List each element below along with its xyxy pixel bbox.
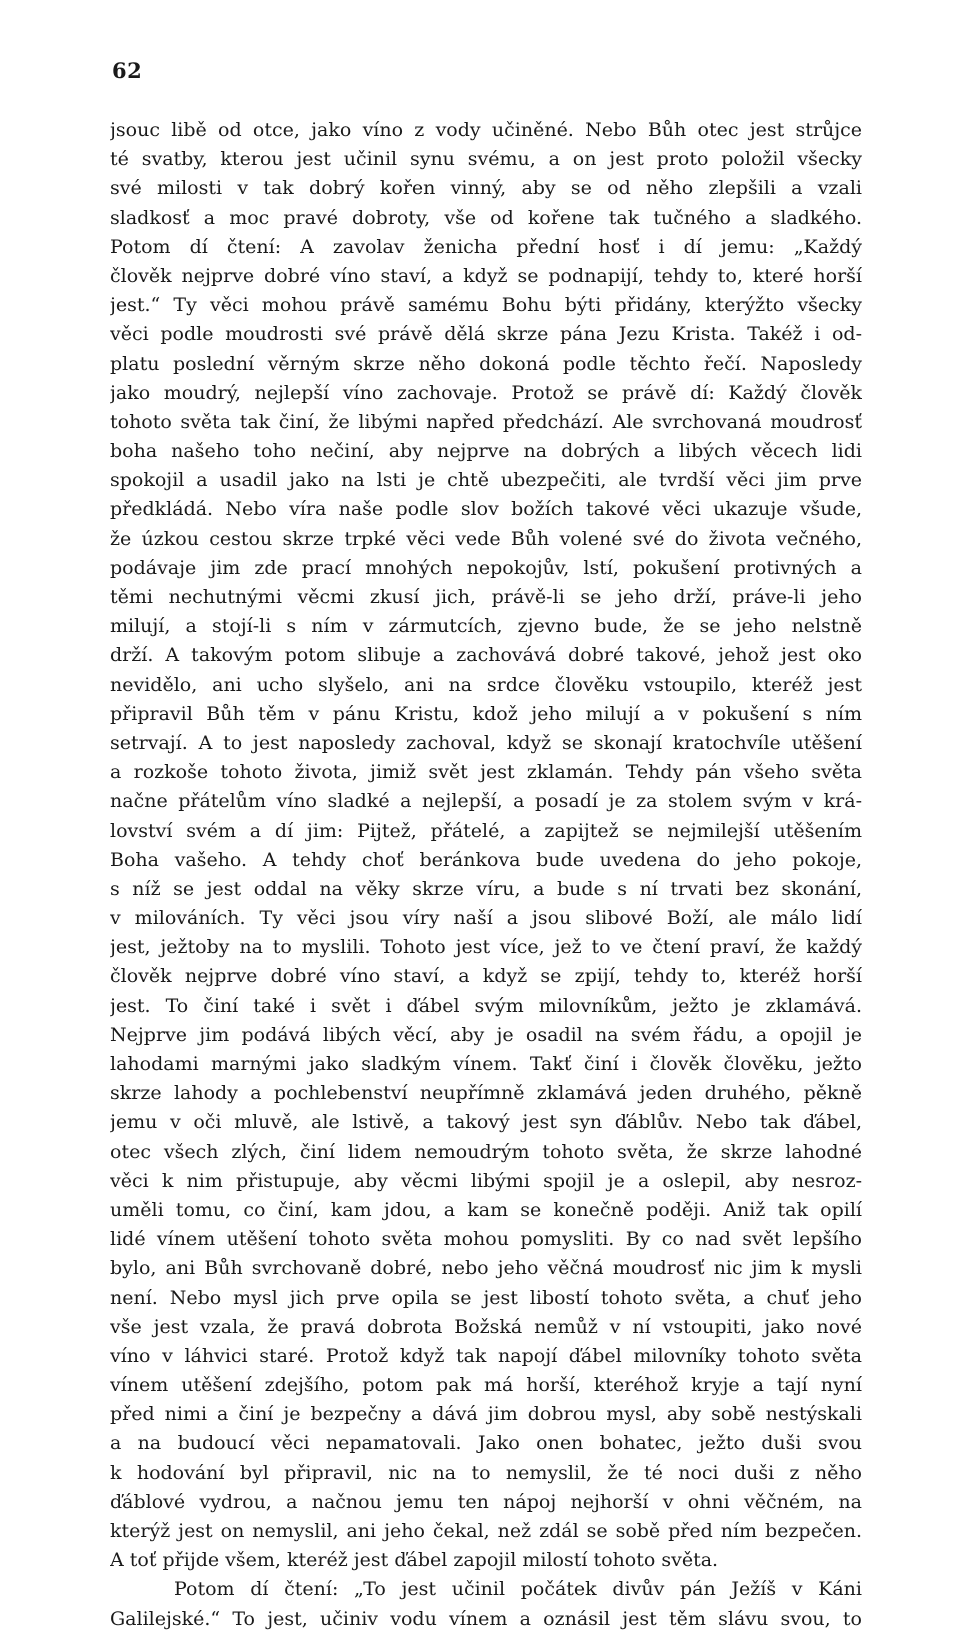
text-line: těmi nechutnými věcmi zkusí jich, právě-li se jeho drží, práve-li jeho bbox=[110, 586, 862, 608]
text-line: v milováních. Ty věci jsou víry naší a jsou slibové Boží, ale málo lidí bbox=[110, 907, 862, 930]
text-line: Potom dí čtení: „To jest učinil počátek divův pán Ježíš v Káni bbox=[174, 1578, 862, 1601]
text-line: s níž se jest oddal na věky skrze víru, a bude s ní trvati bez skonání, bbox=[110, 877, 862, 900]
text-line: lahodami marnými jako sladkým vínem. Takť činí i člověk člověku, ježto bbox=[110, 1053, 862, 1075]
text-line: uměli tomu, co činí, kam jdou, a kam se konečně poději. Aniž tak opilí bbox=[110, 1198, 862, 1221]
text-line: A toť přijde všem, kteréž jest ďábel zapojil milostí tohoto světa. bbox=[110, 1549, 719, 1572]
text-line: setrvají. A to jest naposledy zachoval, když se skonají kratochvíle utěšení bbox=[110, 731, 862, 754]
text-line: k hodování byl připravil, nic na to nemyslil, že té noci duši z něho bbox=[110, 1461, 862, 1484]
text-line: jest. To činí také i svět i ďábel svým milovníkům, ježto je zklamává. bbox=[110, 994, 862, 1017]
text-line: jsouc libě od otce, jako víno z vody učiněné. Nebo Bůh otec jest strůjce bbox=[110, 119, 862, 141]
page-number: 62 bbox=[112, 58, 143, 83]
text-line: jest, ježtoby na to myslili. Tohoto jest více, jež to ve čtení praví, že každý bbox=[110, 936, 862, 959]
text-line: jest.“ Ty věci mohou právě samému Bohu býti přidány, kterýžto všecky bbox=[110, 294, 862, 317]
text-line: načne přátelům víno sladké a nejlepší, a posadí je za stolem svým v krá- bbox=[110, 790, 862, 813]
text-line: není. Nebo mysl jich prve opila se jest libostí tohoto světa, a chuť jeho bbox=[110, 1286, 862, 1309]
text-line: své milosti v tak dobrý kořen vinný, aby se od něho zlepšili a vzali bbox=[110, 177, 862, 200]
text-line: podávaje jim zde prací mnohých nepokojův, lstí, pokušení protivných a bbox=[110, 556, 862, 579]
text-line: ďáblové vydrou, a načnou jemu ten nápoj nejhorší v ohni věčném, na bbox=[110, 1490, 862, 1513]
text-line: vše jest vzala, že pravá dobrota Božská nemůž v ní vstoupiti, jako nové bbox=[110, 1315, 862, 1338]
text-line: věci k nim přistupuje, aby věcmi libými spojil je a oslepil, aby nesroz- bbox=[110, 1169, 862, 1192]
text-line: tohoto světa tak činí, že libými napřed předchází. Ale svrchovaná moudrosť bbox=[110, 410, 862, 433]
text-line: člověk nejprve dobré víno staví, a když se podnapijí, tehdy to, které horší bbox=[110, 264, 862, 287]
text-line: že úzkou cestou skrze trpké věci vede Bůh volené své do života večného, bbox=[110, 527, 862, 550]
text-line: boha našeho toho nečiní, aby nejprve na dobrých a libých věcech lidi bbox=[110, 440, 862, 463]
text-line: milují, a stojí-li s ním v zármutcích, zjevno bude, že se jeho nelstně bbox=[110, 615, 862, 638]
text-line: jemu v oči mluvě, ale lstivě, a takový jest syn ďáblův. Nebo tak ďábel, bbox=[110, 1111, 862, 1134]
text-line: předkládá. Nebo víra naše podle slov božích takové věci ukazuje všude, bbox=[110, 498, 862, 521]
text-line: vínem utěšení zdejšího, potom pak má horší, kteréhož kryje a tají nyní bbox=[110, 1374, 862, 1397]
text-line: věci podle moudrosti své právě dělá skrze pána Jezu Krista. Takéž i od- bbox=[110, 323, 862, 346]
text-line: před nimi a činí je bezpečny a dává jim dobrou mysl, aby sobě nestýskali bbox=[110, 1403, 862, 1426]
text-line: té svatby, kterou jest učinil synu svému, a on jest proto položil všecky bbox=[110, 148, 862, 171]
text-line: otec všech zlých, činí lidem nemoudrým tohoto světa, že skrze lahodné bbox=[110, 1140, 862, 1163]
text-line: nevidělo, ani ucho slyšelo, ani na srdce člověku vstoupilo, kteréž jest bbox=[110, 673, 862, 696]
text-line: připravil Bůh těm v pánu Kristu, kdož jeho milují a v pokušení s ním bbox=[110, 702, 862, 725]
text-line: Galilejské.“ To jest, učiniv vodu vínem a oznásil jest těm slávu svou, to bbox=[110, 1607, 862, 1630]
text-line: Nejprve jim podává libých věcí, aby je osadil na svém řádu, a opojil je bbox=[110, 1023, 862, 1046]
text-line: sladkosť a moc pravé dobroty, vše od kořene tak tučného a sladkého. bbox=[110, 206, 862, 229]
text-line: jako moudrý, nejlepší víno zachovaje. Protož se právě dí: Každý člověk bbox=[110, 381, 862, 404]
body-text bbox=[110, 116, 862, 1634]
text-line: kterýž jest on nemyslil, ani jeho čekal, než zdál se sobě před ním bezpečen. bbox=[110, 1520, 862, 1542]
text-line: Potom dí čtení: A zavolav ženicha přední hosť i dí jemu: „Každý bbox=[110, 235, 862, 258]
text-line: člověk nejprve dobré víno staví, a když se zpijí, tehdy to, kteréž horší bbox=[110, 965, 862, 988]
text-line: spokojil a usadil jako na lsti je chtě ubezpečiti, ale tvrdší věci jim prve bbox=[110, 469, 862, 492]
text-line: a rozkoše tohoto života, jimiž svět jest zklamán. Tehdy pán všeho světa bbox=[110, 761, 862, 784]
text-line: víno v láhvici staré. Protož když tak napojí ďábel milovníky tohoto světa bbox=[110, 1344, 862, 1367]
text-line: bylo, ani Bůh svrchovaně dobré, nebo jeho věčná moudrosť nic jim k mysli bbox=[110, 1257, 862, 1280]
text-line: lovství svém a dí jim: Pijtež, přátelé, a zapijtež se nejmilejší utěšením bbox=[110, 819, 862, 842]
text-line: a na budoucí věci nepamatovali. Jako onen bohatec, ježto duši svou bbox=[110, 1432, 862, 1455]
text-line: drží. A takovým potom slibuje a zachovává dobré takové, jehož jest oko bbox=[110, 644, 862, 667]
text-line: skrze lahody a pochlebenství neupřímně zklamává jeden druhého, pěkně bbox=[110, 1082, 862, 1105]
text-line: Boha vašeho. A tehdy choť beránkova bude uvedena do jeho pokoje, bbox=[110, 848, 862, 871]
text-line: lidé vínem utěšení tohoto světa mohou pomysliti. By co nad svět lepšího bbox=[110, 1228, 862, 1251]
text-line: platu poslední věrným skrze něho dokoná podle těchto řečí. Naposledy bbox=[110, 352, 862, 375]
